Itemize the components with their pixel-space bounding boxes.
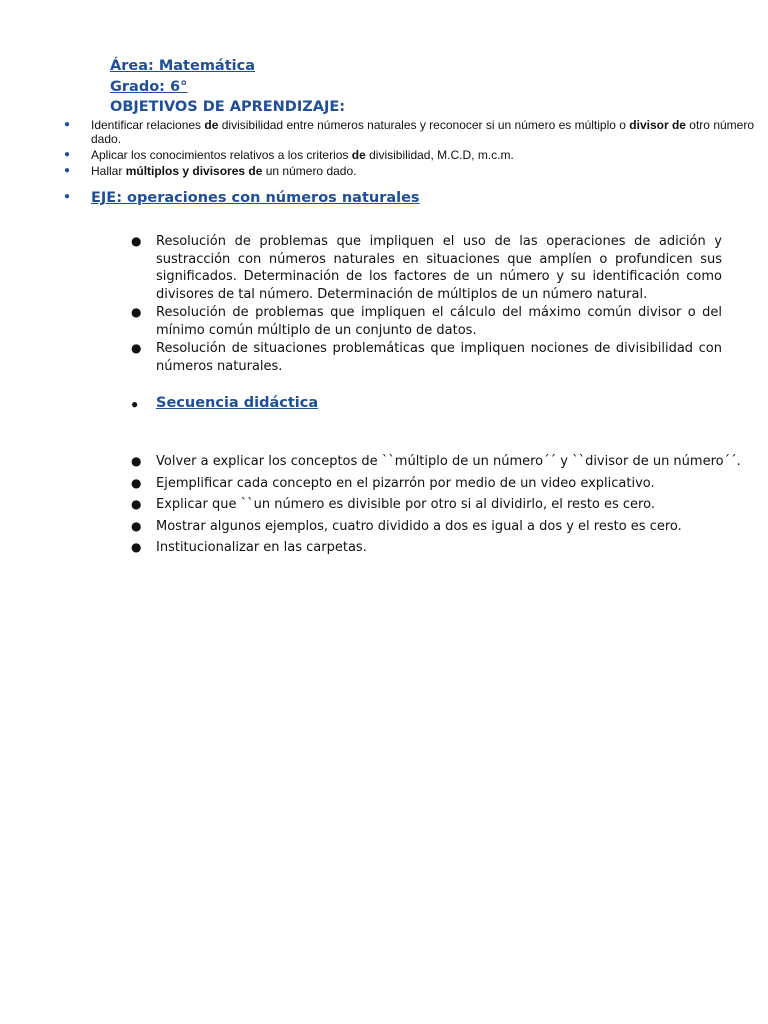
content-item: [130, 304, 722, 339]
step-item: [130, 494, 750, 516]
objective-item: [60, 118, 760, 146]
bullet-icon: ●: [131, 475, 142, 490]
step-item: [130, 451, 750, 473]
bullet-icon: ●: [131, 454, 142, 468]
objective-item: [60, 164, 760, 178]
objective-text: otro número dado.: [91, 118, 755, 146]
sequence-steps-list: [130, 451, 750, 559]
sequence-title: Secuencia didáctica: [156, 395, 319, 411]
step-item: [130, 516, 750, 538]
step-text: Volver a explicar los conceptos de ``múltiplo de un número´´ y ``divisor de un número´´.: [156, 454, 741, 469]
content-text: Resolución de problemas que impliquen el cálculo del máximo común divisor o del mínimo común múltiplo de un conjunto de datos.: [156, 305, 722, 338]
bullet-icon: ●: [64, 119, 71, 130]
objective-bold: múltiplos y divisores de: [125, 164, 263, 178]
objective-text: divisibilidad, M.C.D, m.c.m.: [365, 148, 514, 162]
bullet-icon: ●: [64, 191, 71, 202]
bullet-icon: ●: [131, 540, 142, 554]
content-item: [130, 340, 722, 375]
objectives-title: OBJETIVOS DE APRENDIZAJE:: [110, 99, 346, 115]
grade-heading: Grado: 6°: [110, 79, 188, 95]
content-text: Resolución de problemas que impliquen el uso de las operaciones de adición y sustracción con números naturales en situaciones que amplíen o profundicen sus significados. Determinación de los factores de un número y su identificación como divisores de tal número. Determinación de múltiplos de un número natural.: [156, 234, 722, 302]
objective-item: [60, 148, 760, 162]
bullet-icon: ●: [131, 305, 142, 319]
content-text: Resolución de situaciones problemáticas que impliquen nociones de divisibilidad con números naturales.: [156, 341, 722, 374]
step-item: [130, 537, 750, 559]
step-text: Mostrar algunos ejemplos, cuatro dividido a dos es igual a dos y el resto es cero.: [156, 518, 682, 534]
objective-bold: de: [351, 148, 366, 162]
axis-content-list: [130, 233, 722, 376]
step-text: Institucionalizar en las carpetas.: [156, 540, 367, 555]
objective-text: divisibilidad entre números naturales y reconocer si un número es múltiplo o: [218, 118, 630, 132]
objective-text: Identificar relaciones: [91, 118, 205, 132]
objective-text: Hallar: [91, 164, 126, 178]
area-heading: Área: Matemática: [110, 58, 255, 74]
content-item: [130, 233, 722, 303]
step-text: Explicar que ``un número es divisible por otro si al dividirlo, el resto es cero.: [156, 497, 655, 512]
step-item: [130, 473, 750, 495]
bullet-icon: ●: [64, 165, 71, 176]
bullet-icon: ●: [131, 341, 142, 355]
axis-title: EJE: operaciones con números naturales: [91, 190, 420, 206]
objectives-list: [60, 118, 760, 180]
objective-bold: de: [204, 118, 219, 132]
objective-text: un número dado.: [262, 164, 357, 178]
objective-bold: divisor de: [629, 118, 686, 132]
bullet-icon: ●: [64, 149, 71, 160]
step-text: Ejemplificar cada concepto en el pizarrón por medio de un video explicativo.: [156, 475, 655, 491]
objective-text: Aplicar los conocimientos relativos a los criterios: [91, 148, 352, 162]
bullet-icon: ●: [131, 397, 139, 411]
bullet-icon: ●: [131, 234, 142, 248]
bullet-icon: ●: [131, 497, 142, 511]
bullet-icon: ●: [131, 518, 142, 533]
